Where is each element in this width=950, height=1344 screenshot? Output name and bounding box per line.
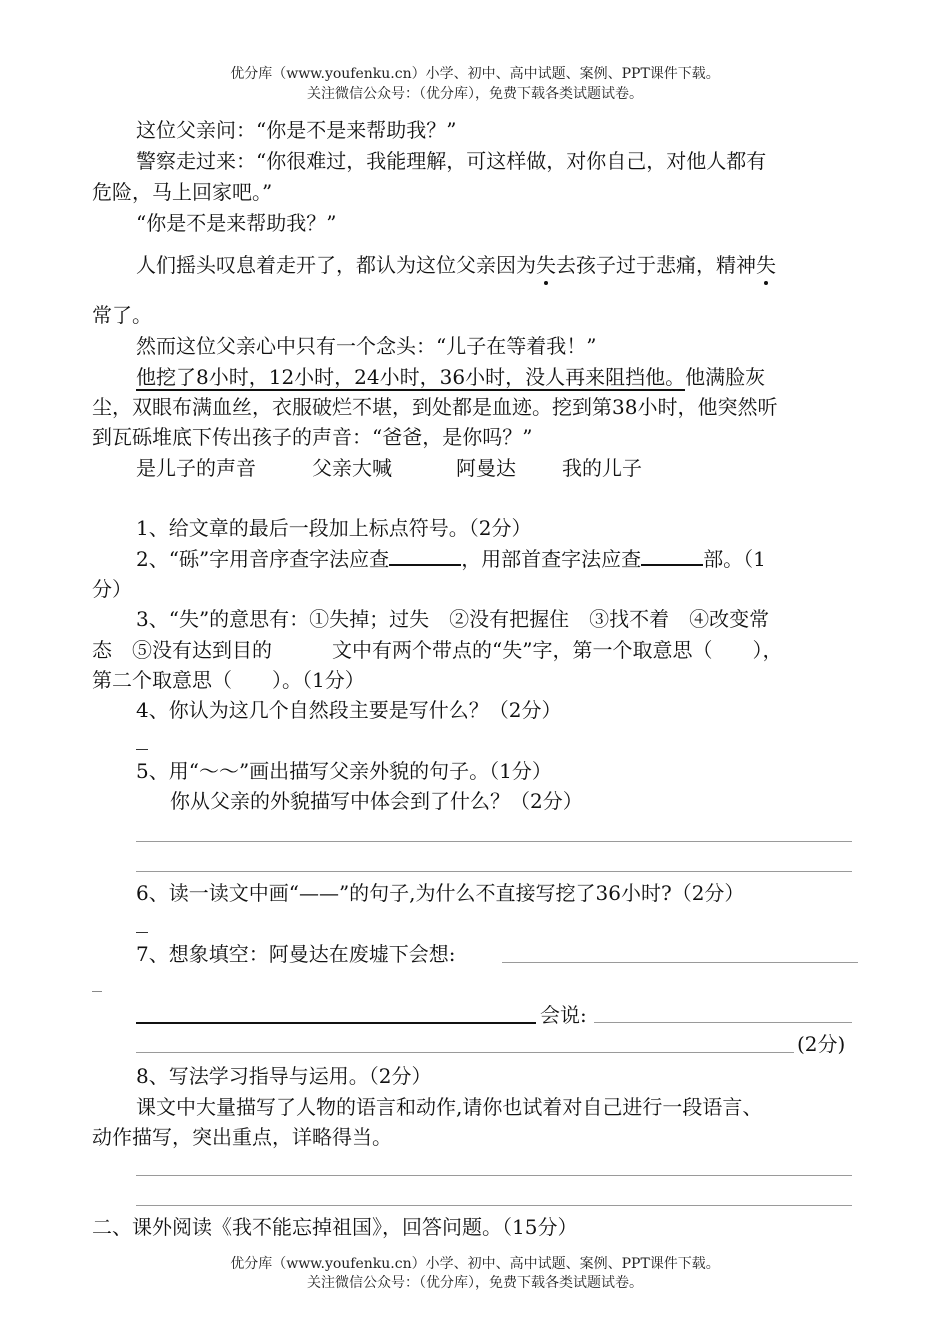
dotted-char-shi-2: 失: [756, 253, 776, 277]
p6-text-rest: 他满脸灰: [685, 365, 766, 389]
q7-say-line[interactable]: [594, 1022, 852, 1023]
passage-p7: [136, 455, 642, 481]
question-3-line3: 第二个取意思（ ）。（1分）: [92, 668, 365, 692]
passage-p1: 这位父亲问：“你是不是来帮助我？”: [136, 118, 457, 142]
passage-p6-line2: 尘，双眼布满血丝，衣服破烂不堪，到处都是血迹。挖到第38小时，他突然听: [92, 395, 778, 419]
q2-text-a: 2、“砾”字用音序查字法应查: [136, 547, 390, 571]
p7-fragment-4: 我的儿子: [562, 456, 642, 480]
question-4: 4、你认为这几个自然段主要是写什么？（2分）: [136, 698, 562, 722]
p4-text-mid: 去孩子过于悲痛，精神: [556, 253, 756, 277]
passage-p2-line2: 危险，马上回家吧。”: [92, 180, 273, 204]
passage-p2-line1: 警察走过来：“你很难过，我能理解，可这样做，对你自己，对他人都有: [136, 149, 767, 173]
p4-text-pre: 人们摇头叹息着走开了，都认为这位父亲因为: [136, 253, 536, 277]
header-line-2: 关注微信公众号：（优分库），免费下载各类试题试卷。: [307, 86, 643, 102]
footer-line-2: 关注微信公众号：（优分库），免费下载各类试题试卷。: [307, 1275, 643, 1291]
question-8: 8、写法学习指导与运用。（2分）: [136, 1064, 432, 1088]
passage-p6-line3: 到瓦砾堆底下传出孩子的声音：“爸爸，是你吗？”: [92, 425, 533, 449]
q7-think-line-2[interactable]: [136, 1022, 536, 1024]
question-2-cont: 分）: [92, 577, 132, 601]
q2-text-b: ，用部首查字法应查: [461, 547, 642, 571]
passage-p4-line1: [136, 252, 776, 278]
underlined-sentence: 他挖了8小时，12小时，24小时，36小时，没人再来阻挡他。: [136, 365, 686, 389]
footer-line-1: 优分库（www.youfenku.cn）小学、初中、高中试题、案例、PPT课件下载。: [230, 1256, 720, 1272]
q7-say-label: 会说:: [540, 1003, 587, 1027]
passage-p6-line1: [136, 364, 765, 390]
q7-score: (2分): [797, 1032, 846, 1056]
question-3-line1: 3、“失”的意思有：①失掉；过失 ②没有把握住 ③找不着 ④改变常: [136, 607, 770, 631]
q2-answer-blank-1[interactable]: [389, 546, 461, 566]
q8-answer-line-2[interactable]: [136, 1205, 852, 1206]
q4-answer-mark[interactable]: [136, 749, 148, 750]
p7-fragment-1: 是儿子的声音: [136, 456, 256, 480]
q2-answer-blank-2[interactable]: [641, 546, 703, 566]
question-1: 1、给文章的最后一段加上标点符号。（2分）: [136, 516, 532, 540]
question-8-line1: 课文中大量描写了人物的语言和动作,请你也试着对自己进行一段语言、: [136, 1095, 763, 1119]
question-5: 5、用“～～”画出描写父亲外貌的句子。（1分）: [136, 759, 552, 783]
question-6: 6、读一读文中画“——”的句子,为什么不直接写挖了36小时?（2分）: [136, 881, 745, 905]
q8-answer-line-1[interactable]: [136, 1175, 852, 1176]
passage-p3: “你是不是来帮助我？”: [136, 211, 337, 235]
q7-say-line-2[interactable]: [136, 1052, 794, 1053]
dotted-char-shi-1: 失: [536, 253, 556, 277]
question-7: 7、想象填空：阿曼达在废墟下会想:: [136, 942, 456, 966]
q2-text-c: 部。（1: [703, 547, 766, 571]
q5-answer-line-2[interactable]: [136, 871, 852, 872]
passage-p4-line2: 常了。: [92, 303, 152, 327]
question-8-line2: 动作描写，突出重点，详略得当。: [92, 1125, 392, 1149]
question-3-line2: 态 ⑤没有达到目的 文中有两个带点的“失”字，第一个取意思（ ），: [92, 638, 783, 662]
passage-p5: 然而这位父亲心中只有一个念头：“儿子在等着我！”: [136, 334, 597, 358]
q7-mark: [92, 991, 102, 992]
q5-answer-line-1[interactable]: [136, 841, 852, 842]
section-2-title: 二、课外阅读《我不能忘掉祖国》，回答问题。（15分）: [92, 1215, 578, 1239]
question-2: [136, 546, 766, 572]
p7-fragment-2: 父亲大喊: [312, 456, 392, 480]
q6-answer-mark[interactable]: [136, 932, 148, 933]
p7-fragment-3: 阿曼达: [456, 456, 516, 480]
question-5-sub: 你从父亲的外貌描写中体会到了什么？（2分）: [170, 789, 583, 813]
q7-think-line[interactable]: [502, 962, 858, 963]
header-line-1: 优分库（www.youfenku.cn）小学、初中、高中试题、案例、PPT课件下载。: [230, 66, 720, 82]
